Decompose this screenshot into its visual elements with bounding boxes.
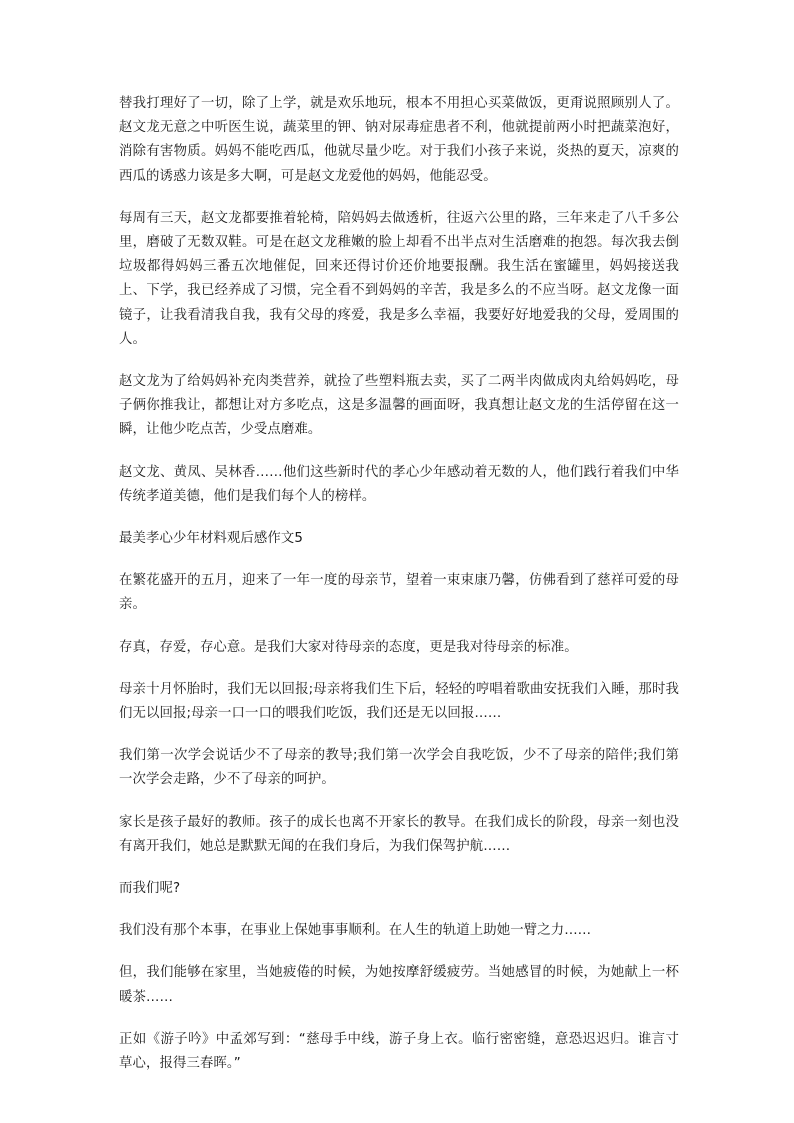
paragraph-wheelchair: 每周有三天，赵文龙都要推着轮椅，陪妈妈去做透析，往返六公里的路，三年来走了八千多公里，磨破了无数双鞋。可是在赵文龙稚嫩的脸上却看不出半点对生活磨难的抱怨。每次我去倒垃圾都得妈妈三番五次地催促，回来还得讨价还价地要报酬。我生活在蜜罐里，妈妈接送我上、下学，我已经养成了习惯，完全看不到妈妈的辛苦，我是多么的不应当呀。赵文龙像一面镜子，让我看清我自我，我有父母的疼爱，我是多么幸福，我要好好地爱我的父母，爱周围的人。: [119, 210, 679, 347]
paragraph-teacher: 家长是孩子最好的教师。孩子的成长也离不开家长的教导。在我们成长的阶段，母亲一刻也没有离开我们，她总是默默无闻的在我们身后，为我们保驾护航……: [119, 814, 679, 854]
paragraph-mother-care: 替我打理好了一切，除了上学，就是欢乐地玩，根本不用担心买菜做饭，更甭说照顾别人了。赵文龙无意之中听医生说，蔬菜里的钾、钠对尿毒症患者不利，他就提前两小时把蔬菜泡好，消除有害物质。妈妈不能吃西瓜，他就尽量少吃。对于我们小孩子来说，炎热的夏天，凉爽的西瓜的诱惑力该是多大啊，可是赵文龙爱他的妈妈，他能忍受。: [119, 96, 679, 184]
paragraph-no-repay: 母亲十月怀胎时，我们无以回报;母亲将我们生下后，轻轻的哼唱着歌曲安抚我们入睡，那时我们无以回报;母亲一口一口的喂我们吃饭，我们还是无以回报……: [119, 681, 679, 722]
paragraph-no-ability: 我们没有那个本事，在事业上保她事事顺利。在人生的轨道上助她一臂之力……: [119, 923, 592, 939]
paragraph-poem-quote: 正如《游子吟》中孟郊写到：“慈母手中线，游子身上衣。临行密密缝，意恐迟迟归。谁言寸草心，报得三春晖。”: [119, 1031, 679, 1072]
paragraph-first-time: 我们第一次学会说话少不了母亲的教导;我们第一次学会自我吃饭，少不了母亲的陪伴;我们第一次学会走路，少不了母亲的呵护。: [119, 748, 679, 788]
paragraph-question: 而我们呢?: [119, 881, 181, 897]
section-heading: 最美孝心少年材料观后感作文5: [119, 531, 303, 547]
document-page: [119, 92, 679, 1094]
paragraph-attitude: 存真，存爱，存心意。是我们大家对待母亲的态度，更是我对待母亲的标准。: [119, 639, 578, 655]
paragraph-at-home: 但，我们能够在家里，当她疲倦的时候，为她按摩舒缓疲劳。当她感冒的时候，为她献上一杯暖茶……: [119, 965, 679, 1005]
paragraph-role-models: 赵文龙、黄凤、吴林香……他们这些新时代的孝心少年感动着无数的人，他们践行着我们中华传统孝道美德，他们是我们每个人的榜样。: [119, 464, 679, 504]
paragraph-mothers-day: 在繁花盛开的五月，迎来了一年一度的母亲节，望着一束束康乃馨，仿佛看到了慈祥可爱的母亲。: [119, 573, 679, 613]
paragraph-meat-balls: 赵文龙为了给妈妈补充肉类营养，就捡了些塑料瓶去卖，买了二两半肉做成肉丸给妈妈吃，母子俩你推我让，都想让对方多吃点，这是多温馨的画面呀，我真想让赵文龙的生活停留在这一瞬，让他少吃点苦，少受点磨难。: [119, 374, 679, 438]
